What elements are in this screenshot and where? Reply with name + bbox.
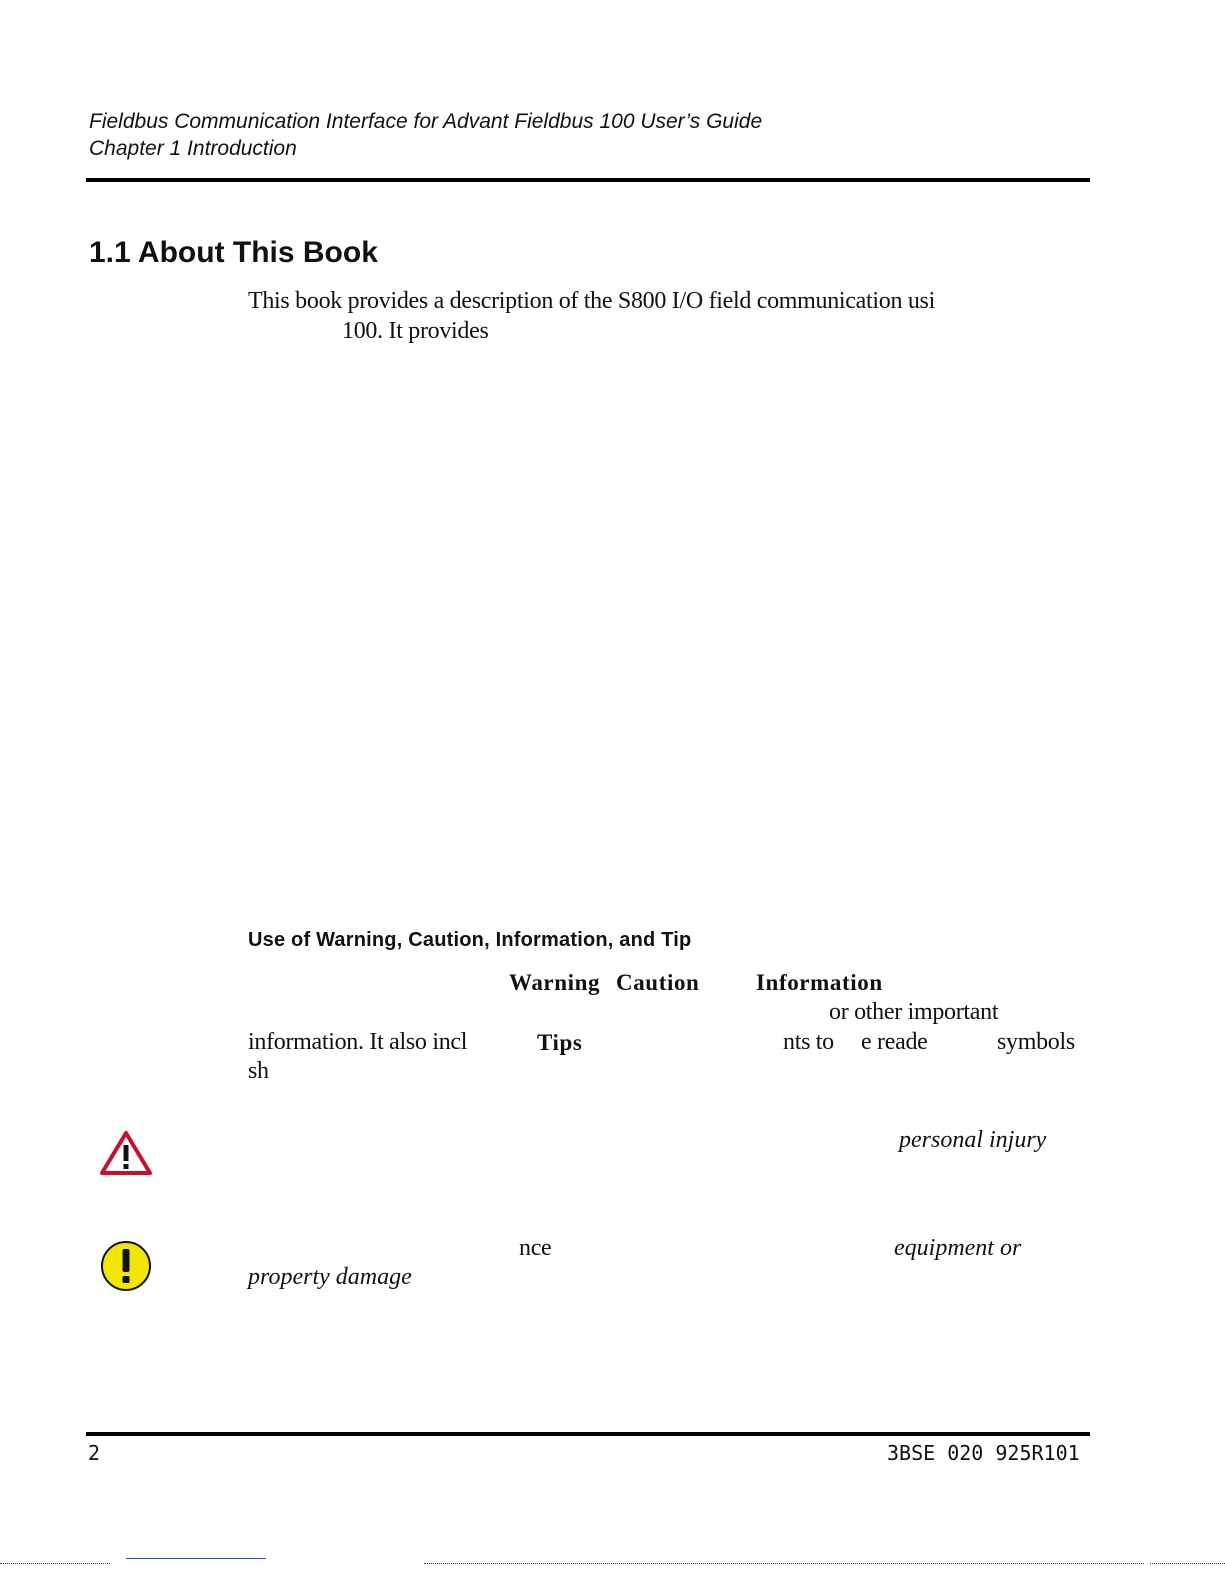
text-fragment: nts to bbox=[783, 1029, 834, 1055]
section-heading: 1.1 About This Book bbox=[89, 236, 378, 269]
divider bbox=[424, 1563, 1144, 1565]
footer-rule bbox=[86, 1432, 1090, 1436]
caution-emphasis-line-1: equipment or bbox=[894, 1235, 1022, 1261]
divider bbox=[1150, 1563, 1225, 1565]
divider bbox=[0, 1563, 110, 1565]
term-tips: Tips bbox=[537, 1030, 583, 1055]
term-caution: Caution bbox=[616, 970, 700, 995]
text-fragment: symbols bbox=[997, 1029, 1075, 1055]
subsection-heading: Use of Warning, Caution, Information, and Tip bbox=[248, 929, 692, 951]
document-id: 3BSE 020 925R101 bbox=[887, 1441, 1080, 1465]
intro-paragraph-line-1: This book provides a description of the S800 I/O field communication usi bbox=[248, 288, 935, 314]
text-fragment: e reade bbox=[861, 1029, 928, 1055]
text-fragment: nce bbox=[519, 1235, 552, 1261]
chapter-title: Chapter 1 Introduction bbox=[89, 137, 297, 160]
page-number: 2 bbox=[88, 1441, 101, 1465]
document-title: Fieldbus Communication Interface for Advant Fieldbus 100 User’s Guide bbox=[89, 110, 763, 133]
term-information: Information bbox=[756, 970, 883, 995]
caution-emphasis-line-2: property damage bbox=[248, 1264, 412, 1290]
warning-triangle-icon bbox=[100, 1130, 152, 1181]
header-rule bbox=[86, 178, 1090, 182]
divider bbox=[126, 1558, 266, 1559]
text-fragment: sh bbox=[248, 1058, 269, 1084]
text-fragment: or other important bbox=[829, 999, 999, 1025]
term-warning: Warning bbox=[509, 970, 601, 995]
intro-paragraph-line-2: 100. It provides bbox=[342, 318, 489, 344]
warning-emphasis: personal injury bbox=[899, 1127, 1047, 1153]
caution-exclamation-icon bbox=[100, 1240, 152, 1297]
text-fragment: information. It also incl bbox=[248, 1029, 468, 1055]
